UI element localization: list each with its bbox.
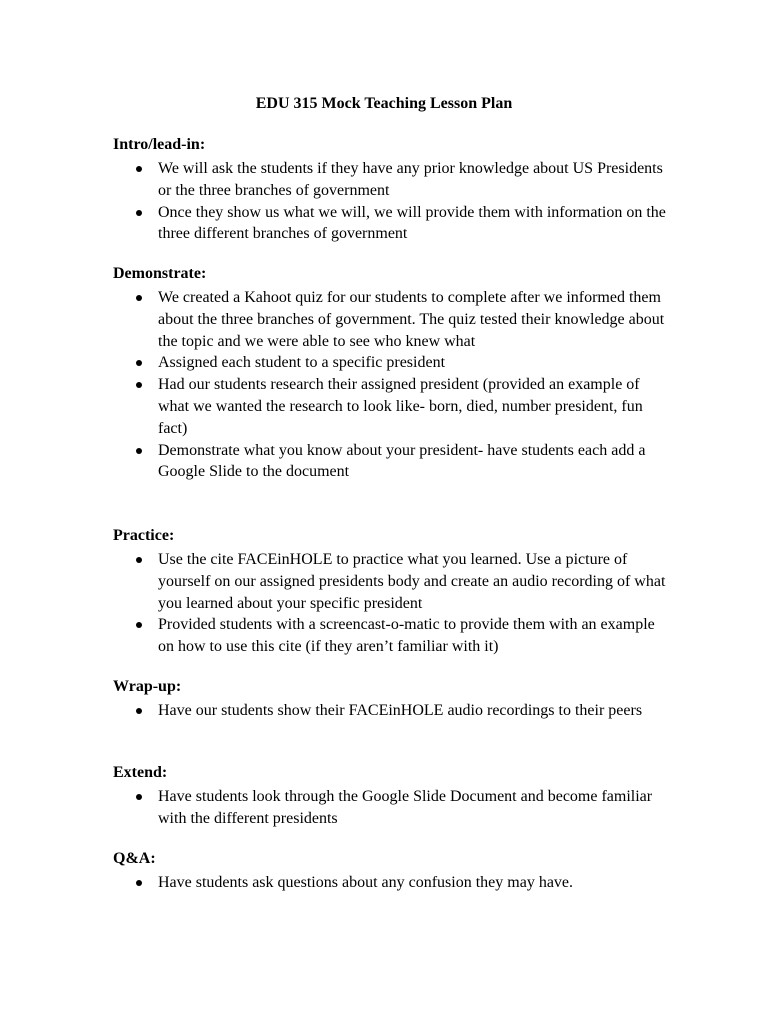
section-heading: Wrap-up:	[113, 678, 182, 695]
list-item	[113, 352, 668, 374]
list-item	[113, 440, 668, 484]
list-item-text: Have students ask questions about any confusion they may have.	[158, 874, 574, 891]
bullet-list	[113, 786, 673, 830]
list-item-text: We created a Kahoot quiz for our students to complete after we informed them about the three branches of government. The quiz tested their knowledge about the topic and we were able to see who knew what	[158, 289, 665, 350]
bullet-list	[113, 872, 673, 894]
bullet-icon	[136, 557, 142, 563]
section-qa	[113, 849, 673, 894]
bullet-icon	[136, 794, 142, 800]
bullet-icon	[136, 210, 142, 216]
list-item-text: Assigned each student to a specific president	[158, 354, 446, 372]
bullet-list	[113, 158, 673, 245]
list-item	[113, 158, 668, 202]
section-heading: Intro/lead-in:	[113, 136, 206, 153]
section-heading: Q&A:	[113, 850, 156, 867]
bullet-icon	[136, 448, 142, 454]
section-heading: Practice:	[113, 527, 175, 544]
list-item	[113, 700, 668, 722]
list-item	[113, 202, 668, 246]
section-heading: Demonstrate:	[113, 265, 207, 282]
bullet-icon	[136, 622, 142, 628]
list-item-text: Have students look through the Google Slide Document and become familiar with the different presidents	[158, 788, 653, 827]
list-item	[113, 287, 668, 352]
document-title: EDU 315 Mock Teaching Lesson Plan	[255, 95, 513, 112]
section-intro	[113, 135, 673, 245]
list-item-text: Use the cite FACEinHOLE to practice what you learned. Use a picture of yourself on our assigned presidents body and create an audio recording of what you learned about your specific president	[158, 551, 666, 612]
list-item-text: Had our students research their assigned president (provided an example of what we wanted the research to look like- born, died, number president, fun fact)	[158, 376, 643, 437]
list-item	[113, 614, 668, 658]
list-item-text: Provided students with a screencast-o-matic to provide them with an example on how to use this cite (if they aren’t familiar with it)	[158, 616, 655, 656]
list-item-text: Once they show us what we will, we will provide them with information on the three different branches of government	[158, 203, 666, 243]
bullet-icon	[136, 166, 142, 172]
section-extend	[113, 763, 673, 830]
list-item-text: We will ask the students if they have any prior knowledge about US Presidents or the three branches of government	[158, 160, 663, 199]
list-item	[113, 872, 668, 894]
list-item	[113, 786, 668, 830]
bullet-icon	[136, 880, 142, 886]
list-item	[113, 549, 668, 614]
section-practice	[113, 526, 673, 658]
list-item-text: Have our students show their FACEinHOLE audio recordings to their peers	[158, 702, 643, 719]
bullet-icon	[136, 382, 142, 388]
bullet-list	[113, 700, 673, 722]
bullet-icon	[136, 295, 142, 301]
section-heading: Extend:	[113, 764, 168, 781]
bullet-icon	[136, 360, 142, 366]
bullet-icon	[136, 708, 142, 714]
list-item	[113, 374, 668, 439]
section-demonstrate	[113, 264, 673, 483]
list-item-text: Demonstrate what you know about your president- have students each add a Google Slide to the document	[158, 441, 646, 481]
bullet-list	[113, 549, 673, 658]
section-wrap-up	[113, 677, 673, 722]
bullet-list	[113, 287, 673, 483]
